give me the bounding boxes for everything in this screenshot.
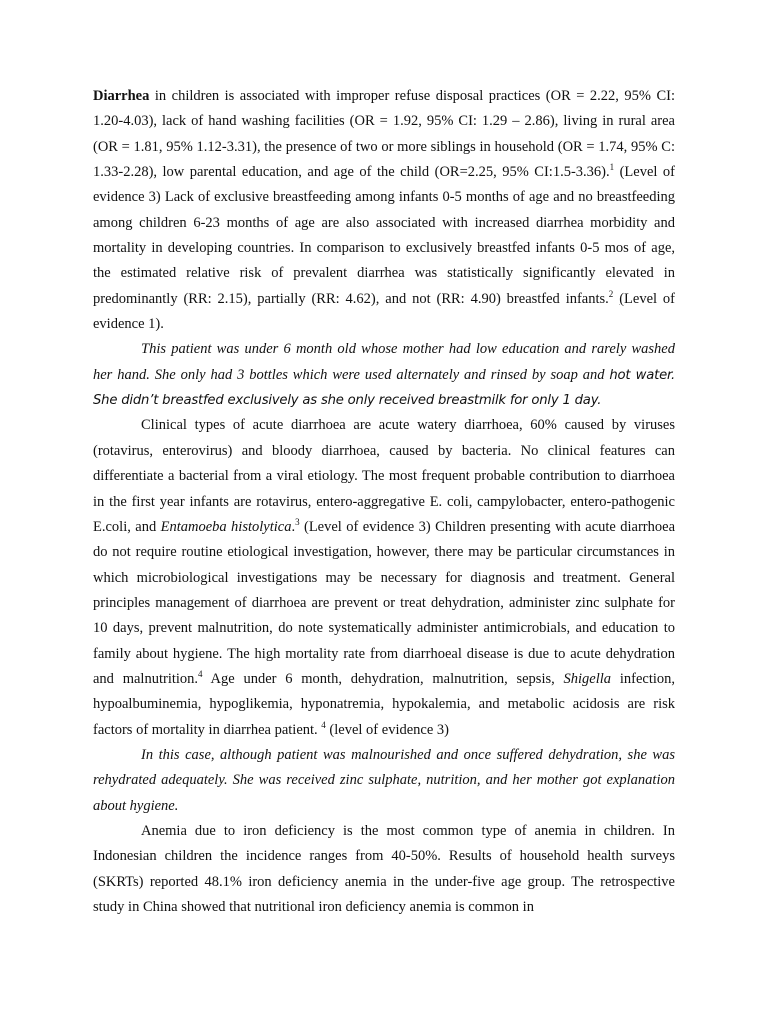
paragraph-text: (Level of evidence 3) Lack of exclusive breastfeeding among infants 0-5 months of age and no breastfeeding among children 6-23 months of age are also associated with increased diarrhea morbidity and mortality in developing countries. In comparison to exclusively breastfed infants 0-5 mos of age, the estimated relative risk of prevalent diarrhea was statistically significantly elevated in predominantly (RR: 2.15), partially (RR: 4.62), and not (RR: 4.90) breastfed infants.	[93, 164, 675, 307]
case-note-text: In this case, although patient was malnourished and once suffered dehydration, she was rehydrated adequately. She was received zinc sulphate, nutrition, and her mother got explanation about hygiene.	[93, 746, 675, 814]
species-name: Entamoeba histolytica	[160, 518, 292, 535]
species-name: Shigella	[563, 670, 612, 687]
paragraph-lead-term: Diarrhea	[93, 88, 150, 104]
case-note-breastfeeding	[93, 337, 675, 413]
paragraph-text: (	[619, 290, 625, 307]
paragraph-text: in children is associated with improper refuse disposal practices (OR = 2.22, 95% CI: 1.20-4.03), lack of hand washing facilities (OR = 1.92, 95% CI: 1.29 – 2.86), living in rural area (OR = 1.81, 95% 1.12-3.31), the presence of two or more siblings in household (OR = 1.74, 95% C: 1.33-2.28), low parental education, and age of the child (OR=2.25, 95% CI:1.5-3.36).	[93, 88, 675, 181]
paragraph-text: infection, hypoalbuminemia, hypoglikemia, hyponatremia, hypokalemia, and metabolic acidosis are risk factors of mortality in diarrhea patient.	[93, 670, 676, 738]
paragraph-text: .	[291, 518, 296, 535]
paragraph-clinical-types	[93, 413, 675, 742]
citation-ref: 4	[198, 669, 203, 680]
citation-ref: 4	[321, 719, 326, 730]
paragraph-text: Clinical types of acute diarrhoea are acute watery diarrhoea, 60% caused by viruses (rotavirus, enterovirus) and bloody diarrhoea, caused by bacteria. No clinical features can differentiate a bacterial from a viral etiology. The most frequent probable contribution to diarrhoea in the first year infants are rotavirus, entero-aggregative E. coli, campylobacter, entero-pathogenic E.coli, and	[93, 417, 675, 535]
paragraph-text: (Level of evidence 3) Children presenting with acute diarrhoea do not require routine etiological investigation, however, there may be particular circumstances in which microbiological investigations may be necessary for diagnosis and treatment. General principles management of diarrhoea are prevent or treat dehydration, administer zinc sulphate for 10 days, prevent malnutrition, do note systematically administer antimicrobials, and education to family about hygiene. The high mortality rate from diarrhoeal disease is due to acute dehydration and malnutrition.	[93, 518, 676, 687]
paragraph-text: Anemia due to iron deficiency is the most common type of anemia in children. In Indonesian children the incidence ranges from 40-50%. Results of household health surveys (SKRTs) reported 48.1% iron deficiency anemia in the under-five age group. The retrospective study in China showed that nutritional iron deficiency anemia is common in	[93, 822, 675, 915]
paragraph-text: Age under 6 month, dehydration, malnutrition, sepsis,	[202, 670, 564, 687]
citation-ref: 3	[295, 517, 300, 528]
citation-ref: 1	[609, 162, 615, 173]
case-note-text: This patient was under 6 month old whose mother had low education and rarely washed her hand. She only had 3 bottles which were used alternately and rinsed by soap and	[93, 341, 675, 383]
citation-ref: 2	[608, 288, 614, 299]
paragraph-text: (level of evidence 3)	[325, 721, 449, 738]
case-note-rehydration	[93, 743, 675, 819]
case-note-text-alt-font: hot water. She didn’t breastfed exclusively as she only received breastmilk for only 1 day.	[93, 367, 676, 409]
paragraph-anemia	[93, 819, 675, 920]
document-page	[93, 84, 675, 920]
paragraph-diarrhea-risk-factors	[93, 84, 675, 337]
paragraph-text: Level of evidence 1).	[93, 290, 676, 333]
